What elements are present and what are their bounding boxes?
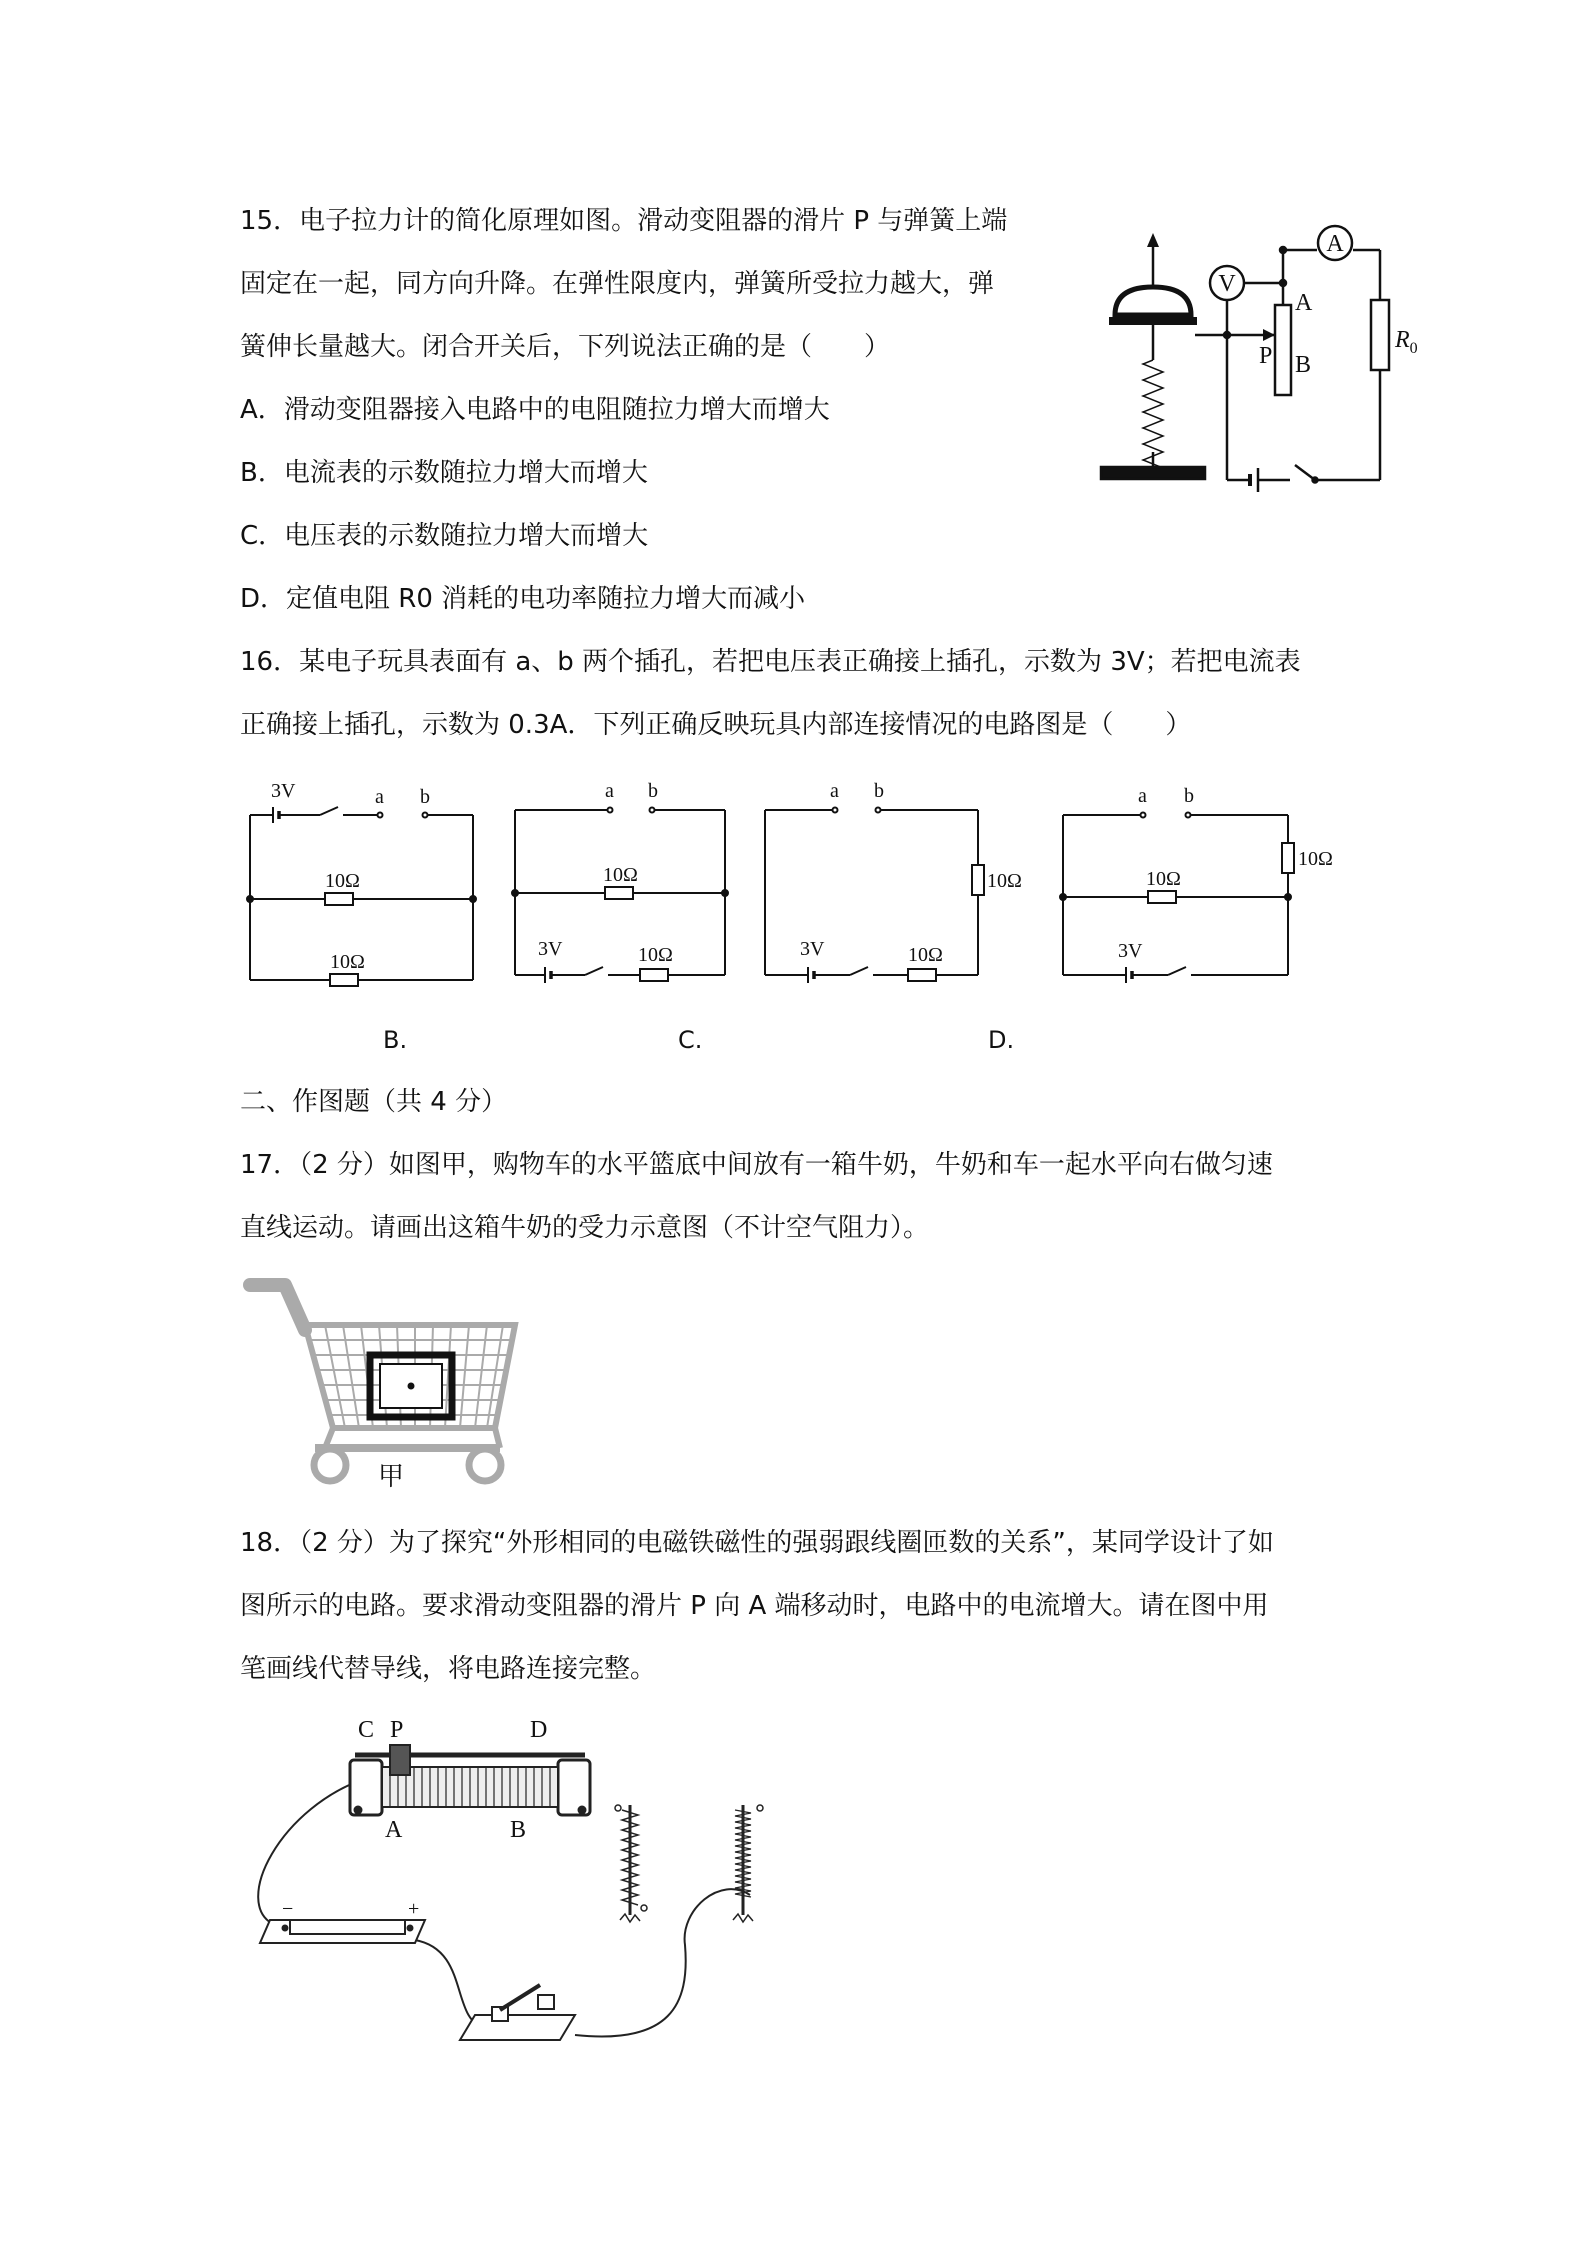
q15-line-3: 簧伸长量越大。闭合开关后，下列说法正确的是（ ）: [240, 332, 891, 362]
circuit-a-terminal-a: a: [375, 786, 384, 808]
q16-circuit-d: [1058, 775, 1333, 985]
q15-option-c: C．电压表的示数随拉力增大而增大: [240, 521, 649, 551]
circuit-d-terminal-b: b: [1184, 785, 1194, 807]
figure-caption-jia: 甲: [378, 1462, 405, 1492]
r0-subscript: 0: [1409, 340, 1418, 357]
terminal-d-label: D: [530, 1717, 548, 1743]
r0-letter: R: [1395, 327, 1410, 353]
circuit-c-r2-label: 10Ω: [908, 944, 943, 966]
q17-line-1: 17．（2 分）如图甲，购物车的水平篮底中间放有一箱牛奶，牛奶和车一起水平向右做匀速: [240, 1150, 1273, 1180]
q16-line-2: 正确接上插孔，示数为 0.3A．下列正确反映玩具内部连接情况的电路图是（ ）: [240, 710, 1192, 740]
circuit-a-battery-label: 3V: [271, 780, 296, 802]
q15-circuit-figure: [1095, 225, 1475, 495]
terminal-a-label: A: [385, 1817, 403, 1843]
q15-option-d: D．定值电阻 R0 消耗的电功率随拉力增大而减小: [240, 584, 806, 614]
circuit-b-r2-label: 10Ω: [638, 944, 673, 966]
terminal-c-label: C: [358, 1717, 375, 1743]
circuit-b-terminal-a: a: [605, 780, 614, 802]
q18-line-2: 图所示的电路。要求滑动变阻器的滑片 P 向 A 端移动时，电路中的电流增大。请在图中用: [240, 1591, 1269, 1621]
q16-circuit-b: [510, 775, 735, 985]
option-label-b: B.: [383, 1026, 408, 1054]
circuit-d-battery-label: 3V: [1118, 940, 1143, 962]
q18-line-3: 笔画线代替导线，将电路连接完整。: [240, 1654, 657, 1684]
circuit-d-terminal-a: a: [1138, 785, 1147, 807]
circuit-a-terminal-b: b: [420, 786, 430, 808]
slider-p-label-q18: P: [390, 1717, 404, 1743]
slider-p-label: P: [1259, 343, 1273, 369]
option-label-d: D.: [988, 1026, 1015, 1054]
q15-line-2: 固定在一起，同方向升降。在弹性限度内，弹簧所受拉力越大，弹: [240, 269, 995, 299]
circuit-b-battery-label: 3V: [538, 938, 563, 960]
section-heading: 二、作图题（共 4 分）: [240, 1087, 508, 1117]
option-label-c: C.: [678, 1026, 703, 1054]
circuit-d-r1-label: 10Ω: [1146, 868, 1181, 890]
circuit-c-battery-label: 3V: [800, 938, 825, 960]
circuit-a-r2-label: 10Ω: [330, 951, 365, 973]
q15-line-1: 15．电子拉力计的简化原理如图。滑动变阻器的滑片 P 与弹簧上端: [240, 206, 1008, 236]
battery-minus-label: −: [282, 1898, 294, 1920]
q15-option-a: A．滑动变阻器接入电路中的电阻随拉力增大而增大: [240, 395, 830, 425]
circuit-d-r2-label: 10Ω: [1298, 848, 1333, 870]
circuit-a-r1-label: 10Ω: [325, 870, 360, 892]
q18-line-1: 18．（2 分）为了探究“外形相同的电磁铁磁性的强弱跟线圈匝数的关系”，某同学设计了如: [240, 1528, 1274, 1558]
q16-line-1: 16．某电子玩具表面有 a、b 两个插孔，若把电压表正确接上插孔，示数为 3V；若把电流表: [240, 647, 1301, 677]
q17-line-2: 直线运动。请画出这箱牛奶的受力示意图（不计空气阻力）。: [240, 1213, 930, 1243]
rheostat-end-a-label: A: [1295, 290, 1313, 316]
circuit-c-terminal-b: b: [874, 780, 884, 802]
terminal-b-label: B: [510, 1817, 527, 1843]
circuit-b-r1-label: 10Ω: [603, 864, 638, 886]
rheostat-end-b-label: B: [1295, 352, 1312, 378]
shopping-cart-figure: [245, 1270, 525, 1490]
q16-circuit-c: [760, 775, 1022, 985]
ammeter-label: A: [1326, 231, 1344, 257]
battery-plus-label: +: [408, 1898, 420, 1920]
circuit-b-terminal-b: b: [648, 780, 658, 802]
circuit-c-terminal-a: a: [830, 780, 839, 802]
q15-option-b: B．电流表的示数随拉力增大而增大: [240, 458, 648, 488]
electromagnet-circuit-figure: [240, 1715, 800, 2060]
voltmeter-label: V: [1218, 271, 1236, 297]
q16-circuit-a: [245, 775, 480, 985]
circuit-c-r1-label: 10Ω: [987, 870, 1022, 892]
r0-label: [1394, 327, 1418, 357]
